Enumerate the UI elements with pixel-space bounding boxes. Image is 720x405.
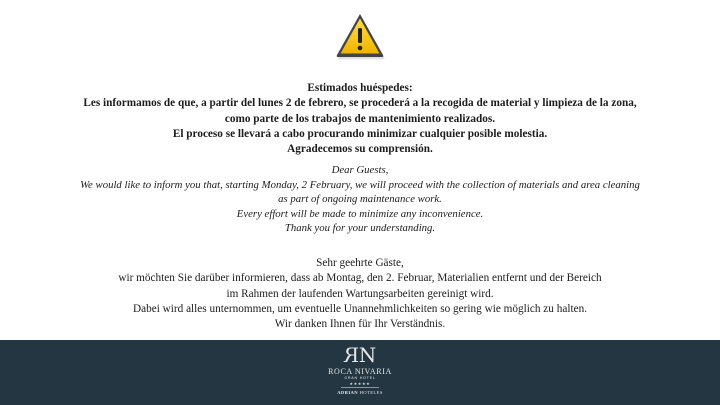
english-greeting: Dear Guests, bbox=[331, 164, 389, 176]
spanish-notice bbox=[0, 81, 720, 157]
hotel-category: GRAN HOTEL bbox=[344, 376, 376, 380]
english-line-1: We would like to inform you that, starting Monday, 2 February, we will proceed with the collection of materials and area cleaning bbox=[80, 178, 640, 191]
english-line-3: Every effort will be made to minimize any inconvenience. bbox=[236, 207, 484, 220]
english-notice bbox=[0, 163, 720, 236]
footer-bar bbox=[0, 340, 720, 405]
german-line-4: Wir danken Ihnen für Ihr Verständnis. bbox=[274, 318, 446, 331]
group-name-bold: ADRIAN bbox=[337, 390, 358, 395]
logo-divider bbox=[341, 387, 379, 388]
group-name-rest: HOTELES bbox=[359, 390, 383, 395]
english-line-4: Thank you for your understanding. bbox=[284, 222, 436, 234]
german-line-2: im Rahmen der laufenden Wartungsarbeiten gereinigt wird. bbox=[226, 287, 494, 300]
german-line-1: wir möchten Sie darüber informieren, dass ab Montag, den 2. Februar, Materialien entfernt und der Bereich bbox=[118, 272, 602, 285]
logo-monogram: RN bbox=[345, 343, 375, 367]
german-notice bbox=[0, 256, 720, 332]
spanish-line-1: Les informamos de que, a partir del lunes 2 de febrero, se procederá a la recogida de material y limpieza de la zona, bbox=[83, 97, 637, 110]
german-greeting: Sehr geehrte Gäste, bbox=[316, 257, 404, 269]
english-line-2: as part of ongoing maintenance work. bbox=[278, 193, 442, 205]
hotel-group-name bbox=[310, 390, 410, 396]
hotel-name: ROCA NIVARIA bbox=[328, 367, 392, 376]
warning-icon bbox=[334, 12, 386, 60]
hotel-stars: ★★★★★ bbox=[349, 381, 371, 386]
spanish-greeting: Estimados huéspedes: bbox=[307, 82, 413, 94]
spanish-line-2: como parte de los trabajos de mantenimiento realizados. bbox=[224, 112, 496, 125]
spanish-line-4: Agradecemos su comprensión. bbox=[287, 143, 433, 156]
german-line-3: Dabei wird alles unternommen, um eventuelle Unannehmlichkeiten so gering wie möglich zu halten. bbox=[132, 302, 588, 315]
spanish-line-3: El proceso se llevará a cabo procurando minimizar cualquier posible molestia. bbox=[172, 127, 548, 140]
hotel-logo bbox=[310, 345, 410, 403]
logo-monogram-r: R bbox=[345, 343, 359, 367]
